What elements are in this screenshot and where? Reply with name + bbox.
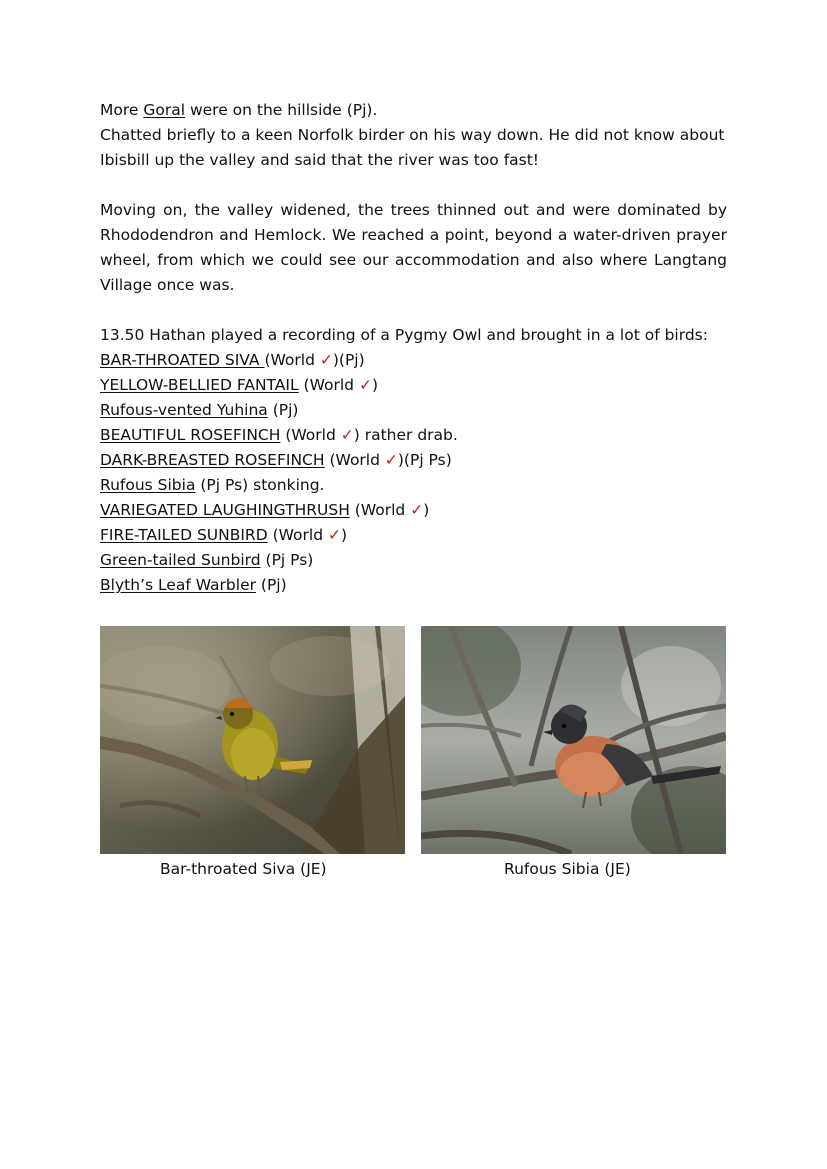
sighting-note: (World (264, 351, 320, 369)
species-name: DARK-BREASTED ROSEFINCH (100, 451, 325, 469)
sighting-note: (Pj Ps) (260, 551, 314, 569)
sighting-note: (World (267, 526, 328, 544)
bird-entry (100, 573, 727, 598)
bird-entry (100, 448, 727, 473)
sighting-note-end: )(Pj) (332, 351, 365, 369)
valley-paragraph: Moving on, the valley widened, the trees thinned out and were dominated by Rhododendron and Hemlock. We reached a point, beyond a water-driven prayer wheel, from which we could see our accommodation and also where Langtang Village once was. (100, 201, 727, 294)
checkmark-icon: ✓ (340, 426, 354, 444)
sighting-note-end: ) (371, 376, 378, 394)
sighting-note: (World (298, 376, 359, 394)
checkmark-icon: ✓ (358, 376, 372, 394)
siva-photo-icon (100, 626, 405, 854)
birder-line-2: Ibisbill up the valley and said that the river was too fast! (100, 151, 540, 169)
sibia-caption: Rufous Sibia (JE) (504, 860, 631, 878)
sighting-note: (Pj) (267, 401, 299, 419)
sighting-note: (Pj Ps) stonking. (195, 476, 325, 494)
text: More (100, 101, 144, 119)
siva-caption: Bar-throated Siva (JE) (160, 860, 327, 878)
checkmark-icon: ✓ (410, 501, 424, 519)
bird-entry (100, 498, 727, 523)
sighting-note: (World (349, 501, 411, 519)
species-goral: Goral (143, 101, 186, 119)
checkmark-icon: ✓ (327, 526, 341, 544)
species-name: BAR-THROATED SIVA (100, 351, 265, 369)
species-name: Rufous Sibia (100, 476, 196, 494)
sighting-note-end: ) rather drab. (353, 426, 458, 444)
sighting-note: (World (280, 426, 341, 444)
species-name: VARIEGATED LAUGHINGTHRUSH (100, 501, 350, 519)
photo-row (100, 626, 727, 886)
sighting-note: (World (324, 451, 385, 469)
sighting-note-end: ) (423, 501, 430, 519)
bird-entry (100, 398, 727, 423)
checkmark-icon: ✓ (319, 351, 333, 369)
checkmark-icon: ✓ (384, 451, 398, 469)
birder-line-1: Chatted briefly to a keen Norfolk birder on his way down. He did not know about (100, 126, 725, 144)
bird-list (100, 348, 727, 598)
document-body (100, 98, 727, 598)
bird-photo-sibia (421, 626, 726, 854)
bird-entry (100, 548, 727, 573)
bird-entry (100, 523, 727, 548)
sighting-note-end: ) (340, 526, 348, 544)
sighting-note: (Pj) (255, 576, 287, 594)
text: were on the hillside (Pj). (185, 101, 378, 119)
sighting-note-end: )(Pj Ps) (397, 451, 452, 469)
species-name: Blyth’s Leaf Warbler (100, 576, 256, 594)
bird-entry (100, 473, 727, 498)
goral-line (100, 98, 727, 123)
species-name: BEAUTIFUL ROSEFINCH (100, 426, 281, 444)
bird-entry (100, 423, 727, 448)
bird-photo-siva (100, 626, 405, 854)
species-name: FIRE-TAILED SUNBIRD (100, 526, 268, 544)
sighting-intro: 13.50 Hathan played a recording of a Pygmy Owl and brought in a lot of birds: (100, 326, 708, 344)
bird-entry (100, 348, 727, 373)
species-name: Green-tailed Sunbird (100, 551, 261, 569)
species-name: Rufous-vented Yuhina (100, 401, 268, 419)
sibia-photo-icon (421, 626, 726, 854)
species-name: YELLOW-BELLIED FANTAIL (100, 376, 299, 394)
bird-entry (100, 373, 727, 398)
